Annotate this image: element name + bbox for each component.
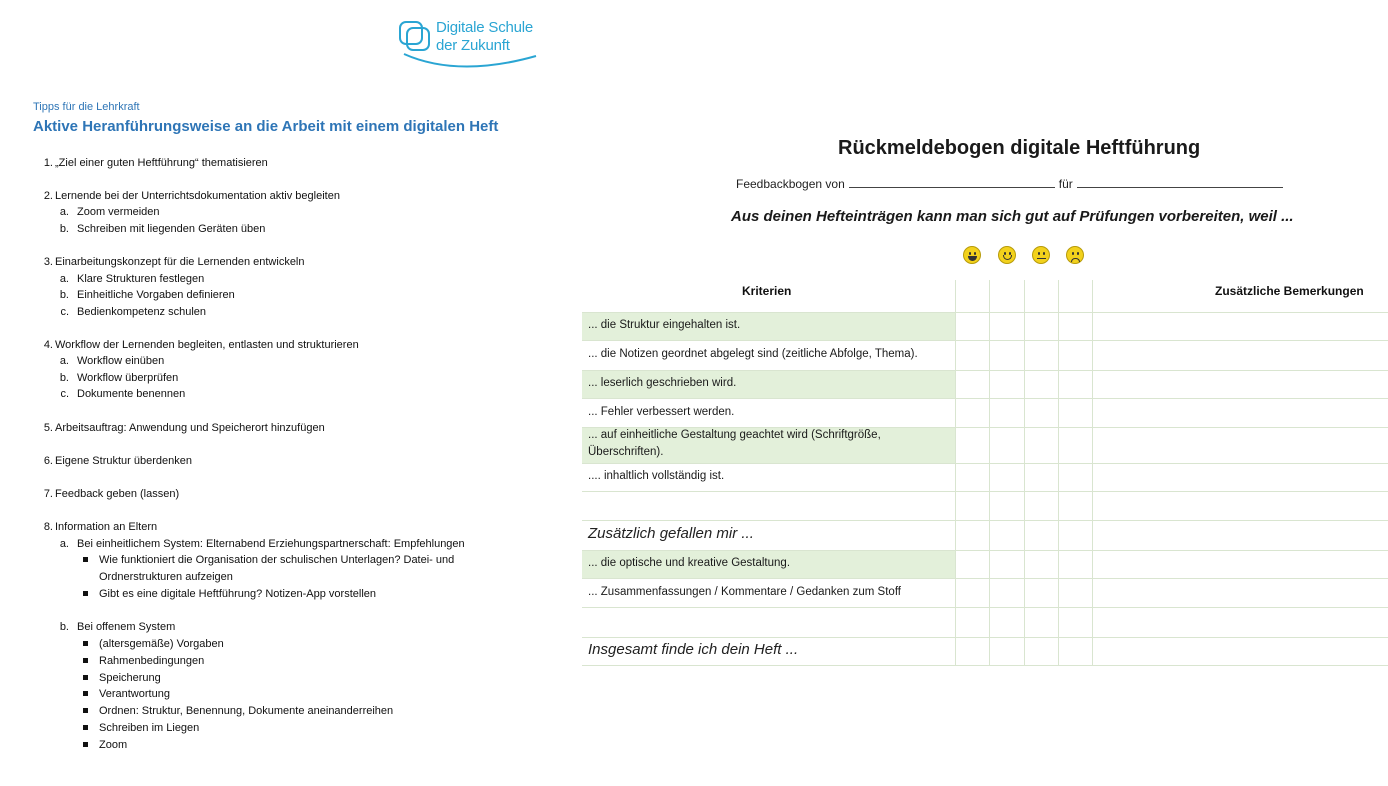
name-blank-field[interactable] [849,176,1055,188]
criterion-row: ... die Struktur eingehalten ist. [588,319,741,331]
logo [398,16,543,70]
criterion-row: ... auf einheitliche Gestaltung geachtet wird (Schriftgröße, [588,429,881,441]
bullet-item: Wie funktioniert die Organisation der schulischen Unterlagen? Datei- und [99,553,454,567]
bullet-icon [83,708,88,713]
criterion-row: ... leserlich geschrieben wird. [588,377,737,389]
bullet-icon [83,742,88,747]
criteria-header: Kriterien [742,284,792,298]
happy-icon [998,246,1016,264]
bullet-item: Ordnen: Struktur, Benennung, Dokumente aneinanderreihen [99,704,393,718]
page-title: Aktive Heranführungsweise an die Arbeit mit einem digitalen Heft [33,118,499,135]
section-extra-title: Zusätzlich gefallen mir ... [588,525,754,542]
logo-line-1: Digitale Schule [436,19,534,36]
very-happy-icon [963,246,981,264]
criterion-row: ... Fehler verbessert werden. [588,406,735,418]
neutral-icon [1032,246,1050,264]
bullet-icon [83,675,88,680]
criterion-row-continued: Überschriften). [588,446,664,458]
bullet-icon [83,658,88,663]
form-title: Rückmeldebogen digitale Heftführung [838,137,1201,159]
logo-line-2: der Zukunft [436,37,510,54]
criterion-row: .... inhaltlich vollständig ist. [588,470,725,482]
sad-icon [1066,246,1084,264]
bullet-item: Gibt es eine digitale Heftführung? Notizen-App vorstellen [99,587,376,601]
logo-text [436,19,533,55]
criterion-row: ... die Notizen geordnet abgelegt sind (zeitliche Abfolge, Thema). [588,348,918,360]
bullet-item-continued: Ordnerstrukturen aufzeigen [99,571,233,583]
feedback-from-label: Feedbackbogen von [736,177,845,191]
form-subtitle: Aus deinen Hefteinträgen kann man sich gut auf Prüfungen vorbereiten, weil ... [731,208,1294,225]
bullet-icon [83,691,88,696]
tips-label: Tipps für die Lehrkraft [33,101,140,113]
bullet-icon [83,725,88,730]
bullet-item: Rahmenbedingungen [99,654,204,668]
bullet-item: Schreiben im Liegen [99,721,199,735]
bullet-item: (altersgemäße) Vorgaben [99,637,224,651]
for-label: für [1058,177,1073,191]
criterion-row: ... Zusammenfassungen / Kommentare / Gedanken zum Stoff [588,586,901,598]
criterion-row: ... die optische und kreative Gestaltung. [588,557,791,569]
bullet-item: Verantwortung [99,687,170,701]
bullet-item: Zoom [99,738,127,752]
bullet-icon [83,591,88,596]
bullet-icon [83,641,88,646]
recipient-blank-field[interactable] [1077,176,1283,188]
bullet-item: Speicherung [99,671,161,685]
feedback-from-line [736,176,1287,191]
criteria-table [582,280,1388,666]
bullet-icon [83,557,88,562]
remarks-header: Zusätzliche Bemerkungen [1215,284,1364,298]
section-overall-title: Insgesamt finde ich dein Heft ... [588,641,799,658]
